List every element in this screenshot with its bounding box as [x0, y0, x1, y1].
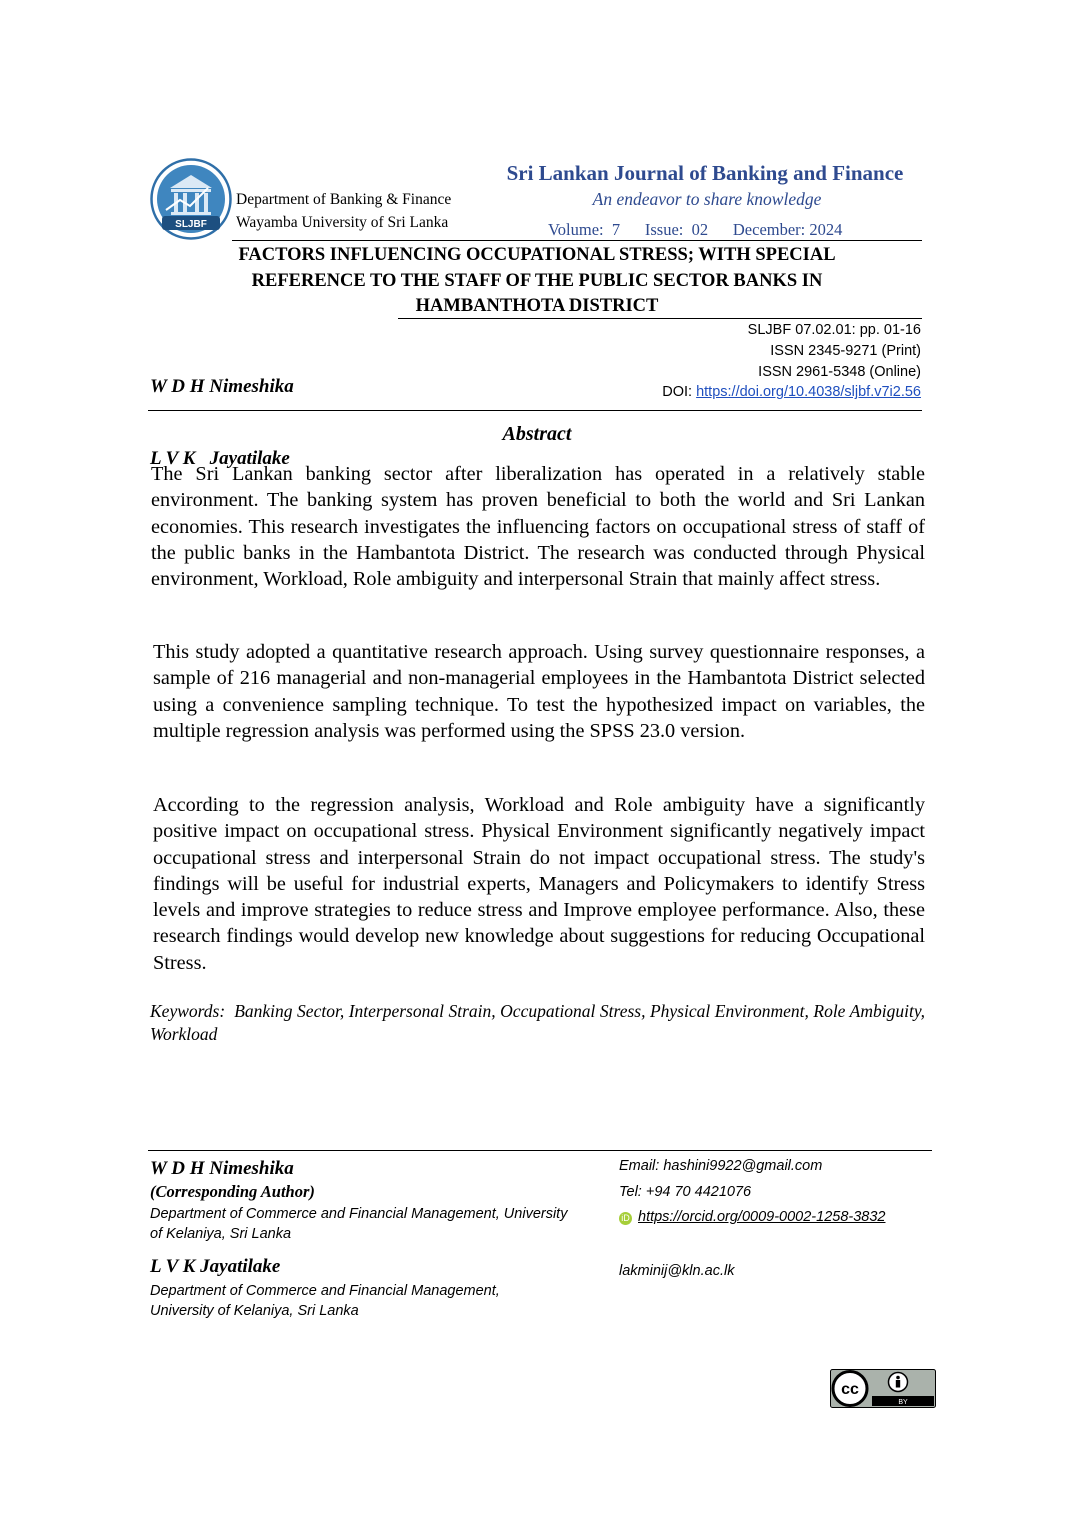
title-line: FACTORS INFLUENCING OCCUPATIONAL STRESS; WITH SPECIAL: [238, 245, 836, 265]
author-name: L V K Jayatilake: [150, 448, 290, 469]
paper-identifiers: [662, 320, 921, 403]
footer-author-name: W D H Nimeshika: [150, 1158, 294, 1179]
issue-info: [548, 220, 842, 240]
footer-divider: [148, 1150, 932, 1151]
corresponding-author-label: (Corresponding Author): [150, 1182, 315, 1201]
journal-title: Sri Lankan Journal of Banking and Finance: [506, 161, 904, 185]
doi-link[interactable]: https://doi.org/10.4038/sljbf.v7i2.56: [696, 384, 921, 401]
header-divider: [232, 240, 922, 241]
title-divider: [398, 318, 922, 319]
department-name: Department of Banking & Finance: [236, 191, 452, 208]
author2-email: lakminij@kln.ac.lk: [619, 1263, 735, 1279]
keywords-label: Keywords:: [150, 1001, 226, 1021]
affiliation-line: of Kelaniya, Sri Lanka: [150, 1226, 292, 1242]
affiliation-line: Department of Commerce and Financial Management,: [150, 1283, 500, 1299]
footer-author-name: L V K Jayatilake: [150, 1256, 281, 1277]
issn-online: ISSN 2961-5348 (Online): [758, 363, 921, 380]
doi-label: DOI:: [662, 384, 697, 401]
issn-print: ISSN 2345-9271 (Print): [770, 342, 921, 359]
page-range: SLJBF 07.02.01: pp. 01-16: [747, 322, 921, 338]
title-line: HAMBANTHOTA DISTRICT: [415, 296, 659, 316]
paper-title: [150, 243, 924, 320]
title-line: REFERENCE TO THE STAFF OF THE PUBLIC SECTOR BANKS IN: [251, 270, 823, 291]
cc-by-license-icon: [830, 1369, 936, 1408]
orcid-icon: iD: [619, 1212, 632, 1225]
abstract-heading: Abstract: [502, 423, 572, 445]
keywords: [150, 1000, 925, 1045]
author1-orcid: [619, 1207, 885, 1227]
journal-tagline: An endeavor to share knowledge: [592, 189, 822, 209]
abstract-paragraph: According to the regression analysis, Workload and Role ambiguity have a significantly positive impact on occupational stress. Physical Environment significantly negatively impact occupational stress and interpersonal Strain do not impact occupational stress. The study's findings will be useful for industrial experts, Managers and Policymakers to identify Stress levels and improve strategies to reduce stress and Improve employee performance. Also, these research findings would develop new knowledge about suggestions for reducing Occupational Stress.: [153, 794, 925, 974]
author1-phone: Tel: +94 70 4421076: [619, 1184, 752, 1200]
journal-logo: [150, 158, 232, 240]
affiliation-line: University of Kelaniya, Sri Lanka: [150, 1303, 359, 1319]
university-name: Wayamba University of Sri Lanka: [236, 214, 449, 231]
orcid-link[interactable]: https://orcid.org/0009-0002-1258-3832: [638, 1209, 886, 1225]
author1-email: Email: hashini9922@gmail.com: [619, 1158, 823, 1174]
keywords-list: Banking Sector, Interpersonal Strain, Occupational Stress, Physical Environment, Role Ambiguity, Workload: [150, 1001, 925, 1044]
department-block: [236, 188, 451, 234]
footer-author-affiliation: [150, 1204, 567, 1244]
author-name: W D H Nimeshika: [150, 376, 294, 397]
issue-date: December: 2024: [732, 220, 843, 239]
issue: Issue: 02: [644, 220, 709, 239]
cc-text: cc: [841, 1381, 859, 1398]
logo-text: SLJBF: [175, 219, 207, 230]
abstract-paragraph: This study adopted a quantitative research approach. Using survey questionnaire responses, a sample of 216 managerial and non-managerial employees in the Hambantota District selected using a convenience sampling technique. To test the hypothesized impact on variables, the multiple regression analysis was performed using the SPSS 23.0 version.: [153, 641, 925, 742]
volume: Volume: 7: [548, 220, 621, 239]
affiliation-line: Department of Commerce and Financial Management, University: [150, 1206, 568, 1222]
footer-author-affiliation: [150, 1281, 500, 1321]
by-text: BY: [898, 1399, 908, 1406]
doi-line: [662, 382, 921, 403]
abstract-paragraph: The Sri Lankan banking sector after liberalization has operated in a relatively stable environment. The banking system has proven beneficial to both the world and Sri Lankan economies. This research investigates the influencing factors on occupational stress of staff of the public banks in the Hambantota District. The research was conducted through Physical environment, Workload, Role ambiguity and interpersonal Strain that mainly affect stress.: [151, 463, 925, 591]
identifier-divider: [148, 410, 922, 411]
